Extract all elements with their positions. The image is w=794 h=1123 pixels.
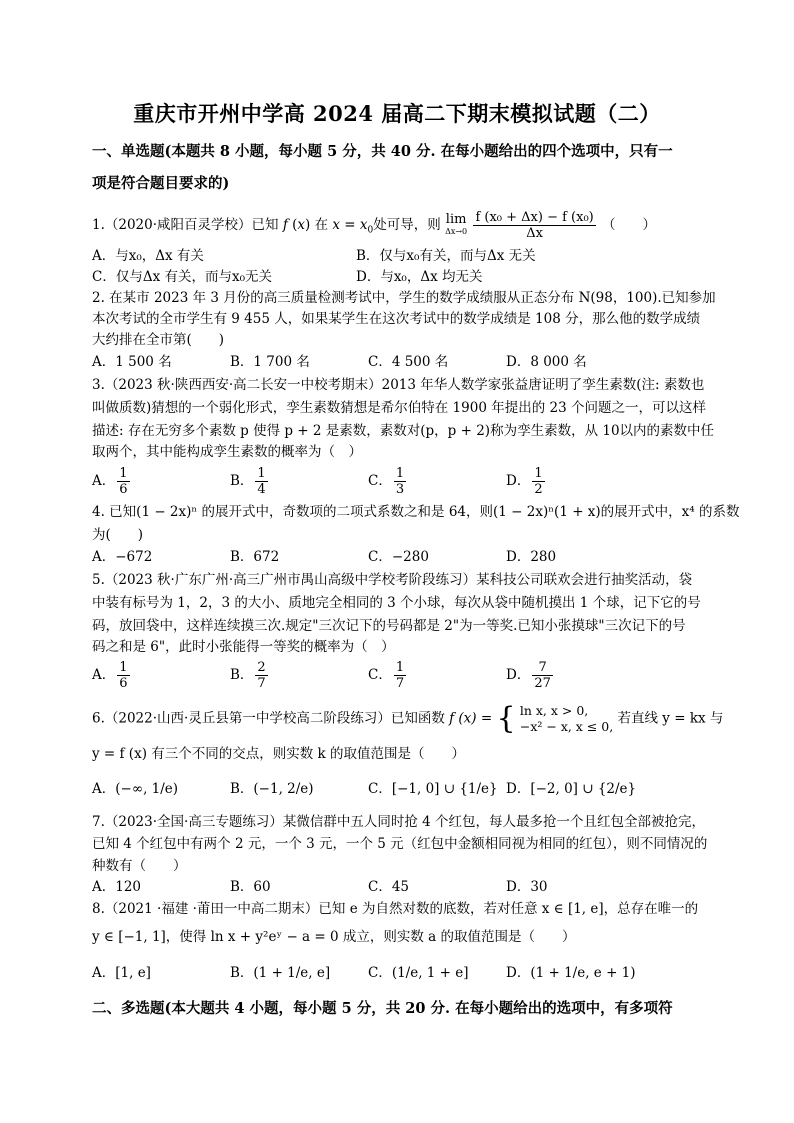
q6-cases: ln x, x > 0, −x² − x, x ≤ 0,	[519, 703, 614, 734]
q1-limit: lim Δx→0	[445, 211, 468, 236]
q4-line1: 4. 已知(1 − 2x)ⁿ 的展开式中，奇数项的二项式系数之和是 64，则(1 − 2x)ⁿ(1 + x)的展开式中，x⁴ 的系数	[92, 504, 740, 520]
q2-line3: 大约排在全市第( )	[92, 332, 225, 348]
q7-line1: 7.（2023·全国·高三专题练习）某微信群中五人同时抢 4 个红包，每人最多抢一个且红包全部被抢完，	[92, 814, 705, 830]
q3-line2: 叫做质数)猜想的一个弱化形式，孪生素数猜想是希尔伯特在 1900 年提出的 23 个问题之一，可以这样	[92, 400, 706, 416]
q5-option-a: A． $\frac{1}{6}$	[92, 660, 128, 691]
q6-after: 若直线 y = kx 与	[617, 710, 724, 727]
q5-line2: 中装有标号为 1，2，3 的大小、质地完全相同的 3 个小球，每次从袋中随机摸出 1 个球，记下它的号	[92, 595, 701, 611]
q6-brace: {	[496, 701, 516, 736]
q5-line4: 码之和是 6"，此时小张能得一等奖的概率为（ ）	[92, 639, 395, 655]
q3-option-a: A． $\frac{1}{6}$	[92, 466, 128, 497]
section2-heading: 二、多选题(本大题共 4 小题，每小题 5 分，共 20 分. 在每小题给出的选项中，有多项符	[92, 1000, 673, 1017]
page-title: 重庆市开州中学高 2024 届高二下期末模拟试题（二）	[133, 101, 661, 126]
q5-line3: 码，放回袋中，这样连续摸三次.规定"三次记下的号码都是 2"为一等奖.已知小张摸球"三次记下的号	[92, 618, 686, 634]
q4-line2: 为( )	[92, 527, 144, 543]
q1-tail: （ ）	[602, 217, 657, 233]
q2-option-b: B．1 700 名	[230, 354, 310, 370]
q6-prefix: 6.（2022·山西·灵丘县第一中学校高二阶段练习）已知函数	[92, 710, 445, 727]
q6-stem	[92, 703, 723, 735]
q3-line3: 描述: 存在无穷多个素数 p 使得 p + 2 是素数，素数对(p，p + 2)称为孪生素数，从 10以内的素数中任	[92, 423, 715, 439]
q6-option-c: C．[−1, 0] ∪ {1/e}	[368, 781, 498, 797]
q6-option-a: A．(−∞, 1/e)	[92, 781, 179, 797]
section1-heading: 一、单选题(本题共 8 小题，每小题 5 分，共 40 分. 在每小题给出的四个选项中，只有一	[92, 143, 673, 160]
q2-option-d: D．8 000 名	[506, 354, 587, 370]
q7-line3: 种数有（ ）	[92, 858, 187, 874]
q6-option-b: B．(−1, 2/e)	[230, 781, 314, 797]
q1-option-d: D．与x₀，Δx 均无关	[356, 269, 483, 285]
q3-line4: 取两个，其中能构成孪生素数的概率为（ ）	[92, 444, 362, 460]
q5-option-b: B． $\frac{2}{7}$	[230, 660, 266, 691]
q8-option-a: A．[1, e]	[92, 965, 151, 981]
q8-option-d: D．(1 + 1/e, e + 1)	[506, 965, 636, 981]
q4-option-b: B．672	[230, 549, 280, 565]
q8-line1: 8.（2021 ·福建 ·莆田一中高二期末）已知 e 为自然对数的底数，若对任意 x ∈ [1, e]，总存在唯一的	[92, 901, 699, 917]
q1-mid: 在	[314, 217, 329, 233]
q1-option-b: B．仅与x₀有关，而与Δx 无关	[356, 248, 536, 264]
q3-option-b: B． $\frac{1}{4}$	[230, 466, 266, 497]
q1-fraction: $\frac{\text{f (x₀ + Δx) − f (x₀)}}{\Delta x}$	[475, 210, 594, 241]
q1-after: 处可导，则	[373, 217, 441, 233]
section1-heading-cont: 项是符合题目要求的)	[92, 175, 230, 192]
q7-option-c: C．45	[368, 879, 410, 895]
q1-prefix: 1.（2020·咸阳百灵学校）已知	[92, 217, 279, 233]
q4-option-c: C．−280	[368, 549, 429, 565]
q7-line2: 已知 4 个红包中有两个 2 元，一个 3 元，一个 5 元（红包中金额相同视为相同的红包），则不同情况的	[92, 836, 708, 852]
q7-option-a: A．120	[92, 879, 142, 895]
q3-option-d: D． $\frac{1}{2}$	[506, 466, 543, 497]
q3-option-c: C． $\frac{1}{3}$	[368, 466, 405, 497]
q5-option-c: C． $\frac{1}{7}$	[368, 660, 405, 691]
q2-line2: 本次考试的全市学生有 9 455 人，如果某学生在这次考试中的数学成绩是 108 分，那么他的数学成绩	[92, 311, 701, 327]
q4-option-a: A．−672	[92, 549, 153, 565]
q7-option-d: D．30	[506, 879, 548, 895]
q8-option-c: C．(1/e, 1 + e]	[368, 965, 469, 981]
q5-option-d: D． $\frac{7}{27}$	[506, 660, 551, 691]
q8-line2: y ∈ [−1, 1]，使得 ln x + y²eʸ − a = 0 成立，则实数 a 的取值范围是（ ）	[92, 929, 576, 945]
q1-option-a: A．与x₀，Δx 有关	[92, 248, 204, 264]
q6-line2: y = f (x) 有三个不同的交点，则实数 k 的取值范围是（ ）	[92, 746, 466, 762]
q2-option-c: C．4 500 名	[368, 354, 449, 370]
q2-option-a: A．1 500 名	[92, 354, 172, 370]
q6-option-d: D．[−2, 0] ∪ {2/e}	[506, 781, 637, 797]
q3-line1: 3.（2023 秋·陕西西安·高二长安一中校考期末）2013 年华人数学家张益唐证明了孪生素数(注: 素数也	[92, 377, 705, 393]
q2-line1: 2. 在某市 2023 年 3 月份的高三质量检测考试中，学生的数学成绩服从正态分布 N(98，100).已知参加	[92, 290, 716, 306]
q4-option-d: D．280	[506, 549, 557, 565]
q7-option-b: B．60	[230, 879, 271, 895]
q5-line1: 5.（2023 秋·广东广州·高三广州市禺山高级中学校考阶段练习）某科技公司联欢会进行抽奖活动，袋	[92, 572, 693, 588]
q1-option-c: C．仅与Δx 有关，而与x₀无关	[92, 269, 273, 285]
q1-stem: 1.（2020·咸阳百灵学校）已知 f (x) 在 $x = x_0$处可导，则 lim Δx→0 $\frac{\text{f (x₀ + Δx) − f (x₀)}}{\Delta x}$ （ ）	[92, 210, 657, 241]
q6-fx: f (x) =	[449, 710, 493, 727]
q8-option-b: B．(1 + 1/e, e]	[230, 965, 331, 981]
